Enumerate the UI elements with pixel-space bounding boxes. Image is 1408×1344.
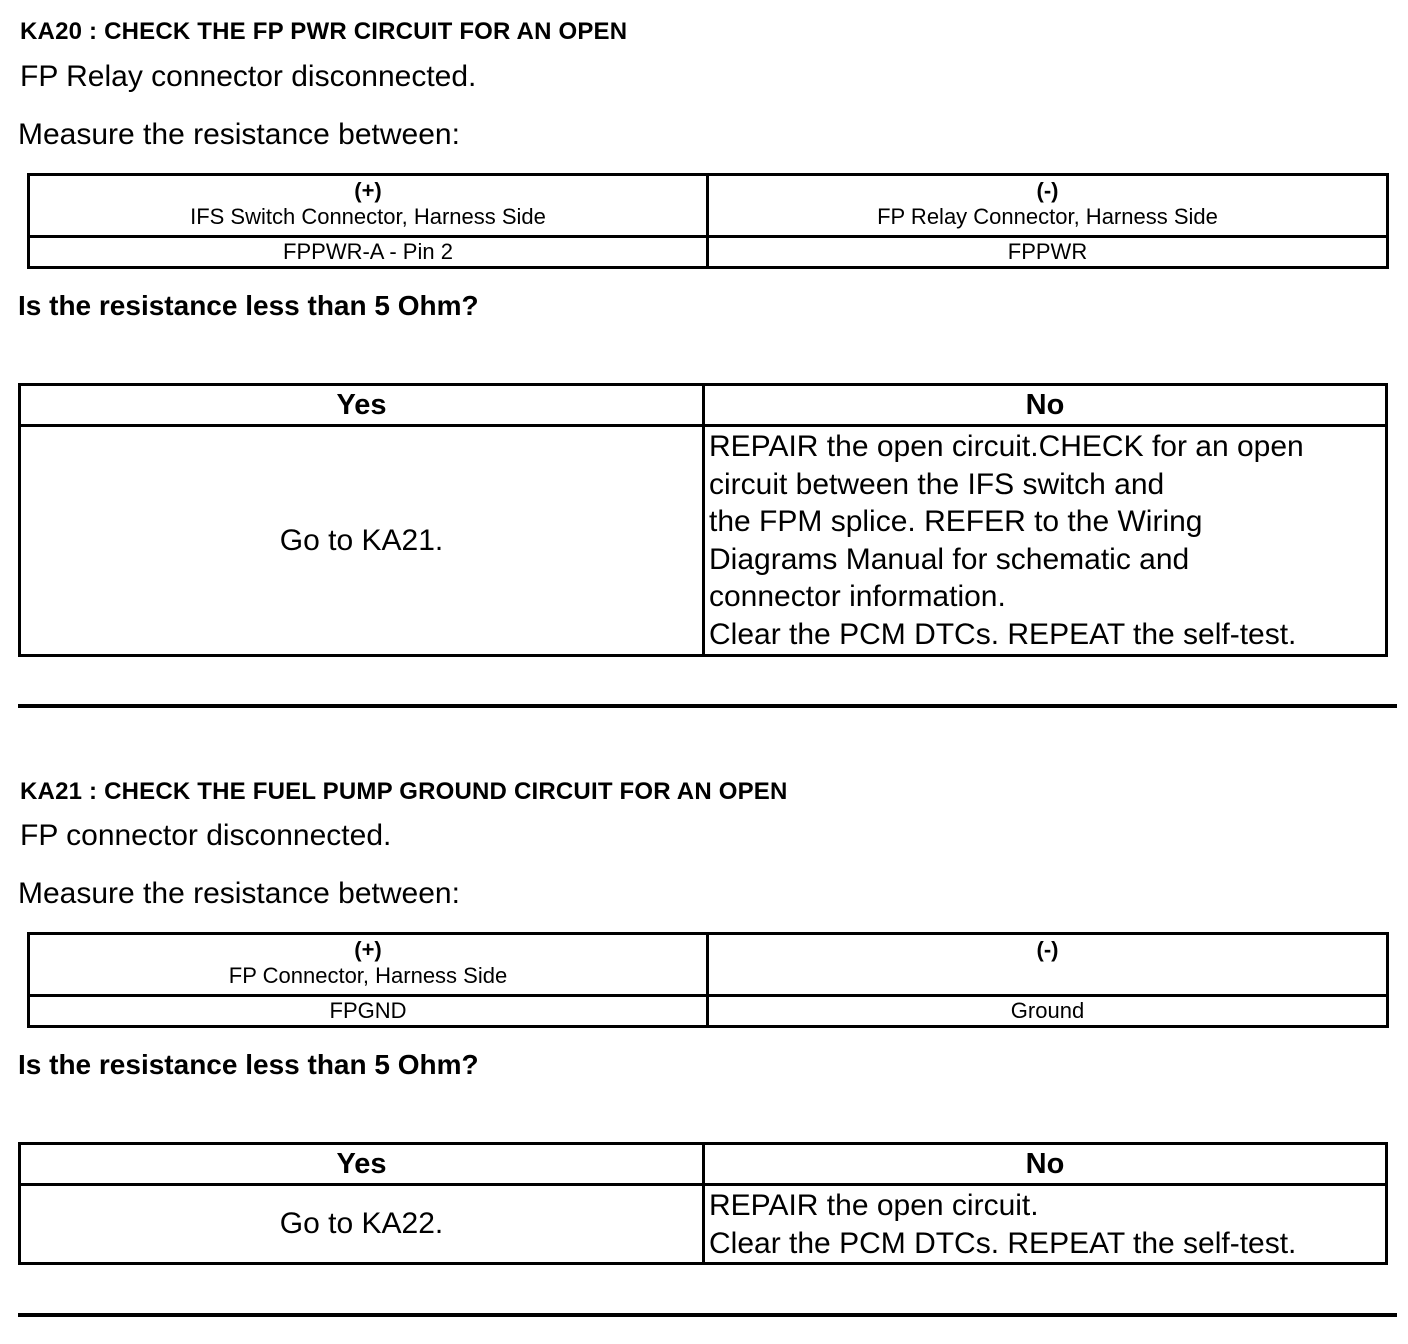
yes-header: Yes: [20, 385, 704, 426]
minus-pin-value: Ground: [708, 996, 1388, 1027]
yes-header: Yes: [20, 1144, 704, 1185]
no-action-line: circuit between the IFS switch and: [709, 467, 1165, 501]
minus-terminal-header: [708, 934, 1388, 996]
yes-action: Go to KA21.: [20, 426, 704, 656]
no-action-line: Diagrams Manual for schematic and: [709, 542, 1190, 576]
step-question: Is the resistance less than 5 Ohm?: [18, 1049, 479, 1080]
no-action-line: the FPM splice. REFER to the Wiring: [709, 505, 1203, 538]
step-title: KA21 : CHECK THE FUEL PUMP GROUND CIRCUIT FOR AN OPEN: [20, 778, 788, 805]
no-action-line: Clear the PCM DTCs. REPEAT the self-test.: [709, 617, 1297, 651]
plus-connector-label: FP Connector, Harness Side: [228, 963, 508, 988]
plus-terminal-header: [29, 175, 708, 237]
no-header: No: [704, 1144, 1387, 1185]
plus-connector-label: IFS Switch Connector, Harness Side: [190, 204, 546, 229]
no-action-line: REPAIR the open circuit.CHECK for an open: [709, 430, 1304, 463]
section-divider: [18, 704, 1397, 708]
minus-terminal-header: [708, 175, 1388, 237]
plus-pin-value: FPGND: [29, 996, 708, 1027]
no-action: [704, 1185, 1387, 1264]
decision-table: [18, 383, 1388, 657]
no-header: No: [704, 385, 1387, 426]
minus-sign: (-): [1036, 178, 1059, 203]
step-condition: FP Relay connector disconnected.: [20, 60, 477, 93]
yes-action: Go to KA22.: [20, 1185, 704, 1264]
plus-pin-value: FPPWR-A - Pin 2: [29, 237, 708, 268]
measurement-table: [27, 173, 1389, 269]
minus-connector-label: FP Relay Connector, Harness Side: [877, 204, 1218, 229]
step-question: Is the resistance less than 5 Ohm?: [18, 290, 479, 321]
no-action-line: Clear the PCM DTCs. REPEAT the self-test.: [709, 1226, 1297, 1260]
minus-pin-value: FPPWR: [708, 237, 1388, 268]
plus-sign: (+): [354, 178, 382, 203]
no-action-line: connector information.: [709, 580, 1006, 613]
plus-sign: (+): [354, 937, 382, 962]
step-condition: FP connector disconnected.: [20, 819, 392, 852]
no-action-line: REPAIR the open circuit.: [709, 1189, 1039, 1222]
no-action: [704, 426, 1387, 656]
step-instruction: Measure the resistance between:: [18, 118, 460, 151]
plus-terminal-header: [29, 934, 708, 996]
section-divider: [18, 1313, 1397, 1317]
step-instruction: Measure the resistance between:: [18, 877, 460, 910]
step-title: KA20 : CHECK THE FP PWR CIRCUIT FOR AN OPEN: [20, 18, 628, 45]
minus-sign: (-): [1036, 937, 1059, 962]
decision-table: [18, 1142, 1388, 1265]
measurement-table: [27, 932, 1389, 1028]
